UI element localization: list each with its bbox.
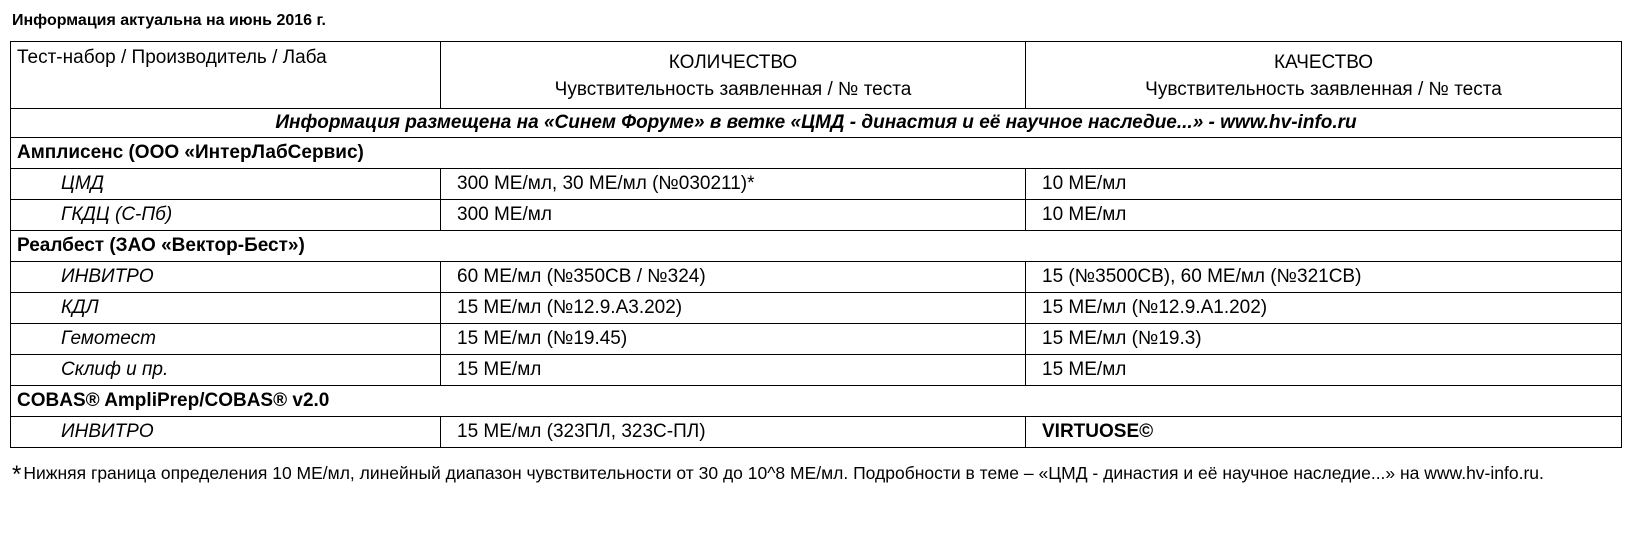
quantity-cell: 15 МЕ/мл (№19.45): [441, 324, 1026, 355]
table-row: [11, 355, 1622, 386]
table-row: [11, 417, 1622, 448]
quantity-cell: 300 МЕ/мл: [441, 200, 1026, 231]
header-quantity-cell: [441, 42, 1026, 109]
header-note: Информация актуальна на июнь 2016 г.: [12, 12, 326, 29]
quality-cell: VIRTUOSE©: [1026, 417, 1622, 448]
info-row-cell: Информация размещена на «Синем Форуме» в ветке «ЦМД - династия и её научное наследие...» - www.hv-info.ru: [11, 109, 1622, 138]
quality-cell: 15 (№3500СВ), 60 МЕ/мл (№321СВ): [1026, 262, 1622, 293]
footnote: [12, 458, 1617, 490]
header-quantity-subtitle: Чувствительность заявленная / № теста: [554, 78, 912, 100]
group-row: [11, 138, 1622, 169]
table-row: [11, 293, 1622, 324]
info-row: [11, 109, 1622, 138]
group-name: Амплисенс (ООО «ИнтерЛабСервис): [11, 138, 1622, 169]
table-row: [11, 200, 1622, 231]
quality-cell: 15 МЕ/мл (№12.9.А1.202): [1026, 293, 1622, 324]
header-quality-title: КАЧЕСТВО: [1273, 51, 1374, 73]
group-name: COBAS® AmpliPrep/COBAS® v2.0: [11, 386, 1622, 417]
group-row: [11, 231, 1622, 262]
lab-cell: ИНВИТРО: [11, 417, 441, 448]
quality-cell: 10 МЕ/мл: [1026, 169, 1622, 200]
group-name: Реалбест (ЗАО «Вектор-Бест»): [11, 231, 1622, 262]
header-quality-cell: [1026, 42, 1622, 109]
footnote-text: Нижняя граница определения 10 МЕ/мл, линейный диапазон чувствительности от 30 до 10^8 МЕ/мл. Подробности в теме – «ЦМД - династия и её научное наследие...» на www.hv-info.ru.: [23, 463, 1544, 483]
header-lab-cell: Тест-набор / Производитель / Лаба: [11, 42, 441, 109]
lab-cell: ГКДЦ (С-Пб): [11, 200, 441, 231]
quantity-cell: 60 МЕ/мл (№350СВ / №324): [441, 262, 1026, 293]
lab-cell: КДЛ: [11, 293, 441, 324]
table-header-row: [11, 42, 1622, 109]
table-row: [11, 324, 1622, 355]
quality-cell: 10 МЕ/мл: [1026, 200, 1622, 231]
lab-cell: Гемотест: [11, 324, 441, 355]
table-row: [11, 169, 1622, 200]
quantity-cell: 15 МЕ/мл (№12.9.А3.202): [441, 293, 1026, 324]
group-row: [11, 386, 1622, 417]
table-row: [11, 262, 1622, 293]
quantity-cell: 300 МЕ/мл, 30 МЕ/мл (№030211)*: [441, 169, 1026, 200]
quality-cell: 15 МЕ/мл (№19.3): [1026, 324, 1622, 355]
lab-cell: ЦМД: [11, 169, 441, 200]
header-quantity-title: КОЛИЧЕСТВО: [668, 51, 798, 73]
lab-cell: ИНВИТРО: [11, 262, 441, 293]
quality-cell: 15 МЕ/мл: [1026, 355, 1622, 386]
header-quality-subtitle: Чувствительность заявленная / № теста: [1145, 78, 1502, 100]
footnote-marker: *: [12, 461, 22, 488]
quantity-cell: 15 МЕ/мл: [441, 355, 1026, 386]
quantity-cell: 15 МЕ/мл (323ПЛ, 323С-ПЛ): [441, 417, 1026, 448]
sensitivity-table: [10, 41, 1622, 448]
lab-cell: Склиф и пр.: [11, 355, 441, 386]
